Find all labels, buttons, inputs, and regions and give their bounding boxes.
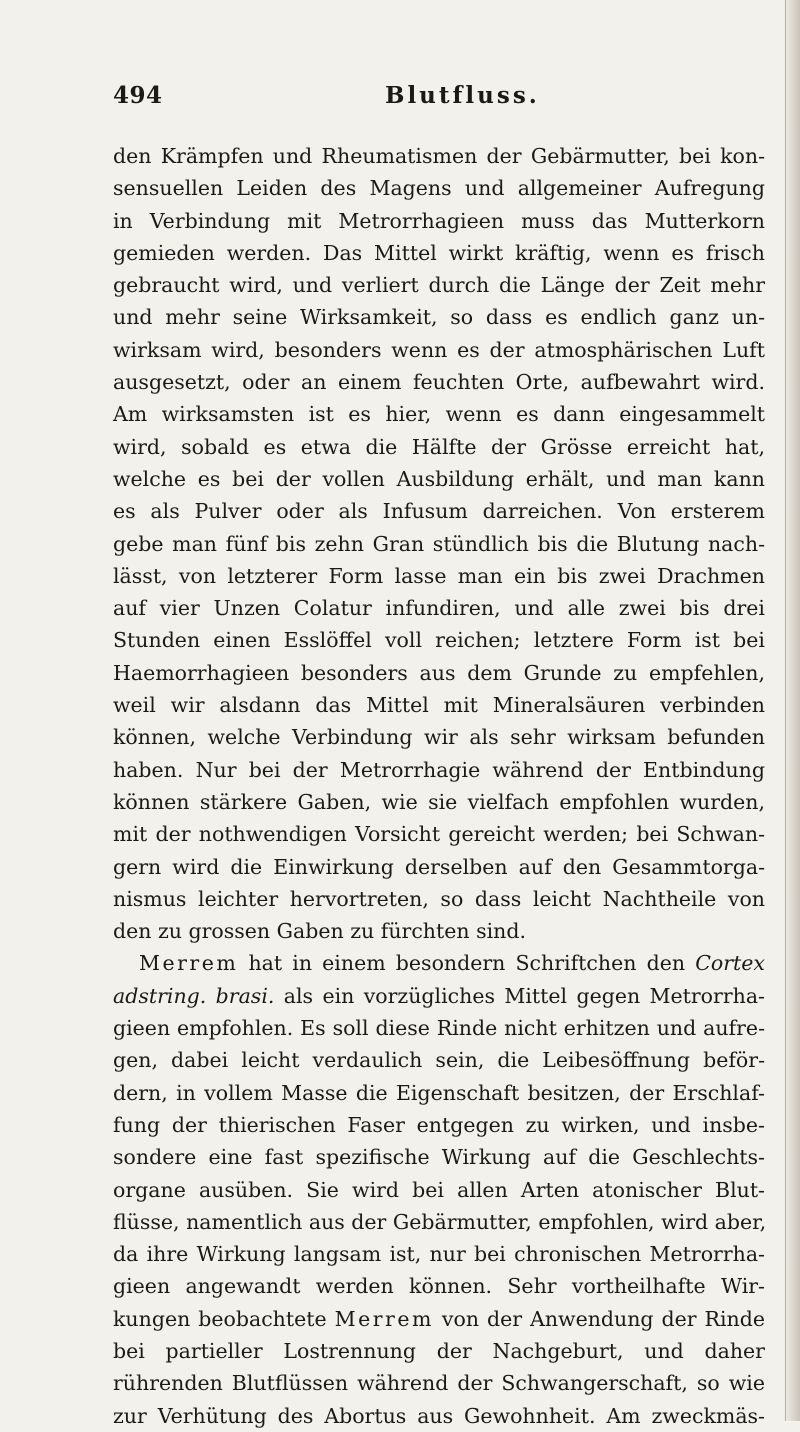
running-title: Blutfluss. xyxy=(385,82,540,109)
text-line: gieen angewandt werden können. Sehr vortheilhafte Wir- xyxy=(113,1274,765,1299)
work-title: adstring. brasi. xyxy=(113,983,275,1008)
text-line: gebe man fünf bis zehn Gran stündlich bis die Blutung nach- xyxy=(113,531,765,556)
text-line xyxy=(113,980,765,1012)
text-line: organe ausüben. Sie wird bei allen Arten atonischer Blut- xyxy=(113,1177,765,1202)
text-line: Am wirksamsten ist es hier, wenn es dann eingesammelt xyxy=(113,402,765,427)
text-line: den Krämpfen und Rheumatismen der Gebärmutter, bei kon- xyxy=(113,144,765,168)
text-line: mit der nothwendigen Vorsicht gereicht werden; bei Schwan- xyxy=(113,822,765,847)
text-line: flüsse, namentlich aus der Gebärmutter, empfohlen, wird aber, xyxy=(113,1209,767,1234)
text-line: gern wird die Einwirkung derselben auf den Gesammtorga- xyxy=(113,854,765,879)
text-line: gieen empfohlen. Es soll diese Rinde nicht erhitzen und aufre- xyxy=(113,1016,765,1041)
author-name: Merrem xyxy=(334,1306,434,1331)
paragraph-start-line xyxy=(113,947,765,979)
text-line: welche es bei der vollen Ausbildung erhält, und man kann xyxy=(113,466,765,491)
text-line: auf vier Unzen Colatur infundiren, und alle zwei bis drei xyxy=(113,596,765,621)
text-line: gen, dabei leicht verdaulich sein, die Leibesöffnung beför- xyxy=(113,1048,765,1073)
text-line: gemieden werden. Das Mittel wirkt kräftig, wenn es frisch xyxy=(113,240,765,265)
text-line: dern, in vollem Masse die Eigenschaft besitzen, der Erschlaf- xyxy=(113,1080,765,1105)
author-name: Merrem xyxy=(139,951,239,976)
text-line: den zu grossen Gaben zu fürchten sind. xyxy=(113,919,527,944)
text-fragment: kungen beobachtete xyxy=(113,1306,327,1331)
text-line: zur Verhütung des Abortus aus Gewohnheit. Am zweckmäs- xyxy=(113,1403,765,1428)
text-fragment: als ein vorzügliches Mittel gegen Metrorrha- xyxy=(283,983,765,1008)
text-fragment: von der Anwendung der Rinde xyxy=(441,1306,765,1331)
text-line: es als Pulver oder als Infusum darreichen. Von ersterem xyxy=(113,499,765,524)
text-line: lässt, von letzterer Form lasse man ein bis zwei Drachmen xyxy=(113,563,765,588)
text-line: bei partieller Lostrennung der Nachgeburt, und daher xyxy=(113,1338,765,1363)
page-edge xyxy=(784,0,800,1421)
text-line xyxy=(113,1303,765,1335)
text-line: in Verbindung mit Metrorrhagieen muss das Mutterkorn xyxy=(113,208,765,233)
text-line: wird, sobald es etwa die Hälfte der Grösse erreicht hat, xyxy=(113,434,765,459)
text-line: sondere eine fast spezifische Wirkung auf die Geschlechts- xyxy=(113,1145,765,1170)
page-header xyxy=(113,82,753,116)
text-line: sensuellen Leiden des Magens und allgemeiner Aufregung xyxy=(113,176,765,201)
text-line: Stunden einen Esslöffel voll reichen; letztere Form ist bei xyxy=(113,628,765,653)
text-line: da ihre Wirkung langsam ist, nur bei chronischen Metrorrha- xyxy=(113,1242,765,1267)
text-line: nismus leichter hervortreten, so dass leicht Nachtheile von xyxy=(113,886,765,911)
page-number: 494 xyxy=(113,82,163,109)
text-line: haben. Nur bei der Metrorrhagie während der Entbindung xyxy=(113,757,765,782)
text-fragment: hat in einem besondern Schriftchen den xyxy=(248,951,686,976)
text-line: gebraucht wird, und verliert durch die Länge der Zeit mehr xyxy=(113,273,765,298)
text-line: fung der thierischen Faser entgegen zu wirken, und insbe- xyxy=(113,1112,765,1137)
text-line: weil wir alsdann das Mittel mit Mineralsäuren verbinden xyxy=(113,693,765,718)
text-line: Haemorrhagieen besonders aus dem Grunde zu empfehlen, xyxy=(113,660,765,685)
bottom-margin xyxy=(240,1356,241,1357)
text-line: rührenden Blutflüssen während der Schwangerschaft, so wie xyxy=(113,1371,765,1396)
work-title: Cortex xyxy=(695,951,765,976)
text-line: ausgesetzt, oder an einem feuchten Orte, aufbewahrt wird. xyxy=(113,370,765,395)
page-edge-line xyxy=(785,0,786,1421)
text-line: können, welche Verbindung wir als sehr wirksam befunden xyxy=(113,725,765,750)
text-line: können stärkere Gaben, wie sie vielfach empfohlen wurden, xyxy=(113,789,765,814)
body-text xyxy=(113,140,765,1432)
text-line: wirksam wird, besonders wenn es der atmosphärischen Luft xyxy=(113,337,765,362)
text-line: und mehr seine Wirksamkeit, so dass es endlich ganz un- xyxy=(113,305,765,330)
